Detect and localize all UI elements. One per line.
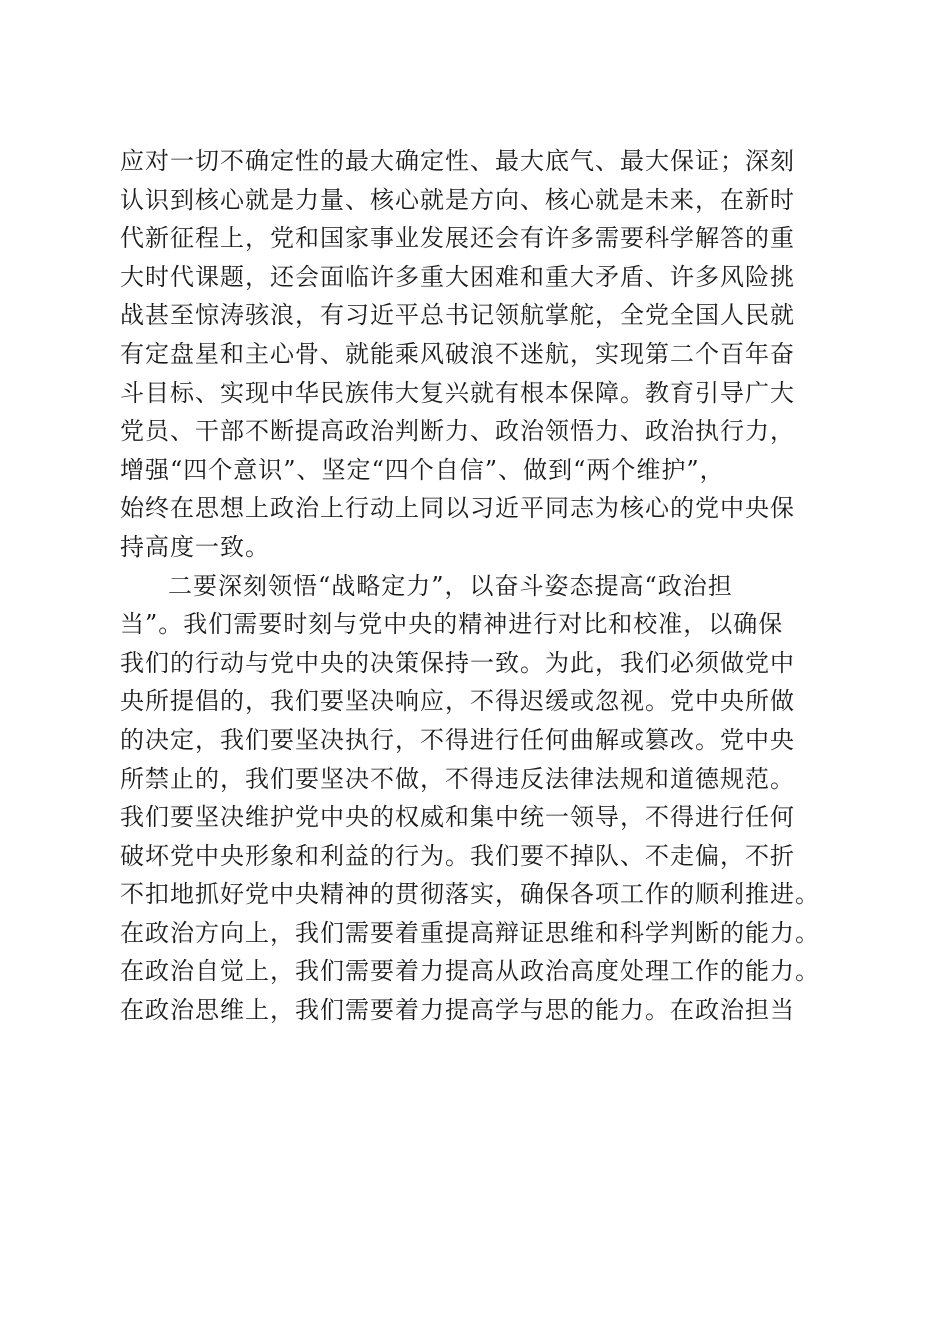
paragraph-1 [120, 142, 840, 567]
text-line: 所禁止的，我们要坚决不做，不得违反法律法规和道德规范。 [120, 764, 795, 793]
document-body [120, 142, 840, 1030]
text-line: 破坏党中央形象和利益的行为。我们要不掉队、不走偏，不折 [120, 841, 795, 870]
text-line: 在政治方向上，我们需要着重提高辩证思维和科学判断的能力。 [120, 918, 820, 947]
text-line: 战甚至惊涛骇浪，有习近平总书记领航掌舵，全党全国人民就 [120, 301, 795, 330]
paragraph-2 [120, 567, 840, 1030]
text-line: 在政治自觉上，我们需要着力提高从政治高度处理工作的能力。 [120, 957, 820, 986]
text-line: 有定盘星和主心骨、就能乘风破浪不迷航，实现第二个百年奋 [120, 339, 795, 368]
text-line: 在政治思维上，我们需要着力提高学与思的能力。在政治担当 [120, 996, 795, 1025]
text-line: 的决定，我们要坚决执行，不得进行任何曲解或篡改。党中央 [120, 725, 795, 754]
text-line: 党员、干部不断提高政治判断力、政治领悟力、政治执行力， [120, 417, 795, 446]
text-line: 斗目标、实现中华民族伟大复兴就有根本保障。教育引导广大 [120, 378, 795, 407]
text-line: 我们的行动与党中央的决策保持一致。为此，我们必须做党中 [120, 648, 795, 677]
text-line: 大时代课题，还会面临许多重大困难和重大矛盾、许多风险挑 [120, 262, 795, 291]
text-line: 始终在思想上政治上行动上同以习近平同志为核心的党中央保 [120, 494, 795, 523]
text-line: 二要深刻领悟“战略定力”，以奋斗姿态提高“政治担 [168, 571, 733, 600]
text-line: 代新征程上，党和国家事业发展还会有许多需要科学解答的重 [120, 224, 795, 253]
text-line: 认识到核心就是力量、核心就是方向、核心就是未来，在新时 [120, 185, 795, 214]
text-line: 当”。我们需要时刻与党中央的精神进行对比和校准，以确保 [120, 610, 784, 639]
text-line: 持高度一致。 [120, 532, 270, 561]
text-line: 应对一切不确定性的最大确定性、最大底气、最大保证；深刻 [120, 147, 795, 175]
text-line: 央所提倡的，我们要坚决响应，不得迟缓或忽视。党中央所做 [120, 687, 795, 716]
text-line: 增强“四个意识”、坚定“四个自信”、做到“两个维护”， [120, 455, 725, 484]
text-line: 我们要坚决维护党中央的权威和集中统一领导，不得进行任何 [120, 803, 795, 832]
text-line: 不扣地抓好党中央精神的贯彻落实，确保各项工作的顺利推进。 [120, 880, 820, 909]
